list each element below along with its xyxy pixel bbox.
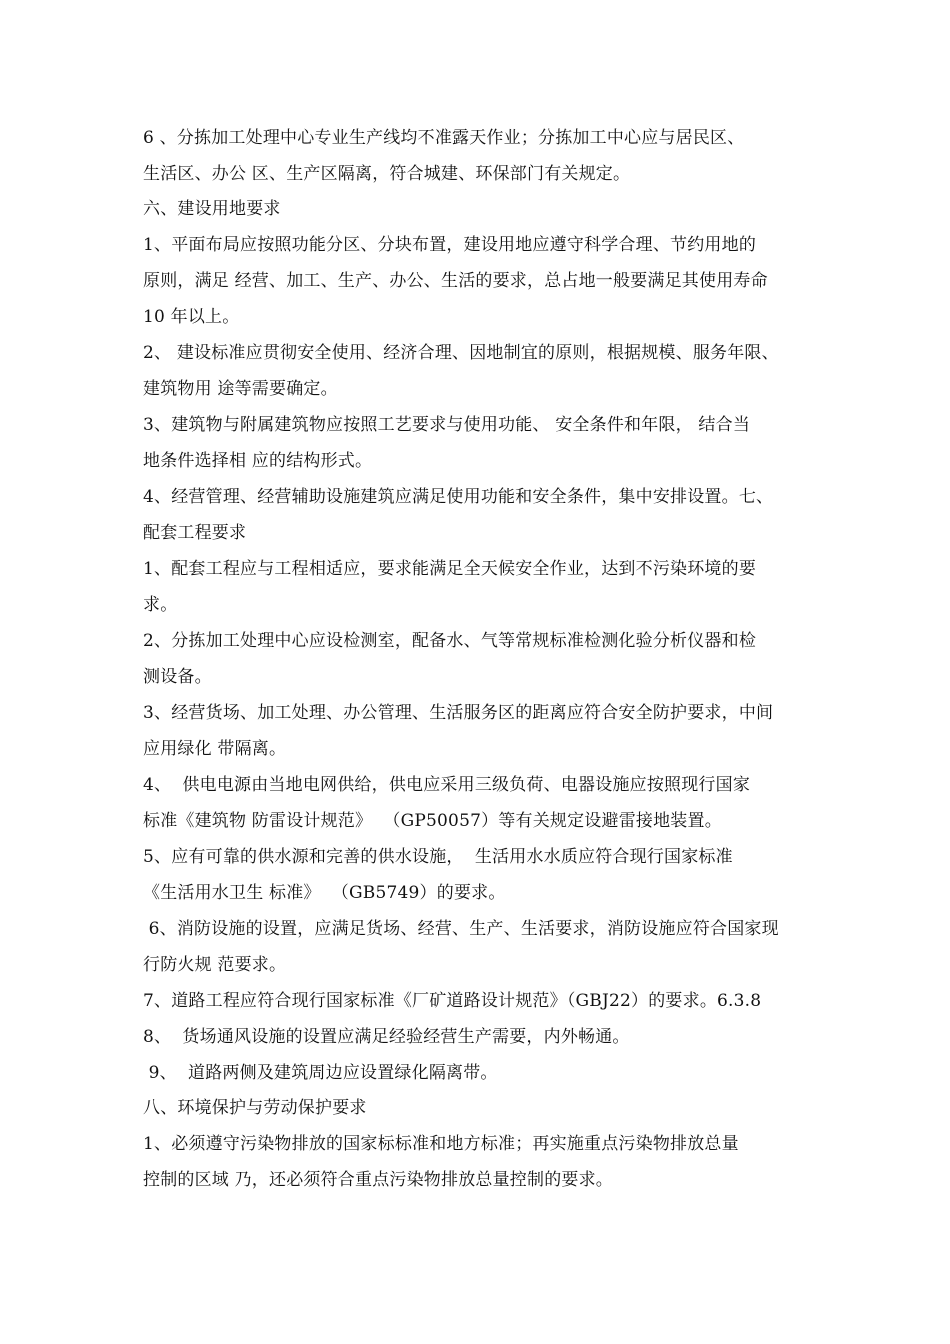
text-line: 建筑物用 途等需要确定。 xyxy=(143,379,338,399)
text-line: 测设备。 xyxy=(143,667,212,687)
text-line: 标准《建筑物 防雷设计规范》 （GP50057）等有关规定设避雷接地装置。 xyxy=(143,811,722,831)
text-line: 3、建筑物与附属建筑物应按照工艺要求与使用功能、 安全条件和年限， 结合当 xyxy=(143,415,751,435)
text-line: 8、 货场通风设施的设置应满足经验经营生产需要，内外畅通。 xyxy=(143,1027,630,1047)
text-line: 应用绿化 带隔离。 xyxy=(143,739,287,759)
text-line: 控制的区域 乃，还必须符合重点污染物排放总量控制的要求。 xyxy=(143,1170,614,1190)
text-line: 4、 供电电源由当地电网供给，供电应采用三级负荷、电器设施应按照现行国家 xyxy=(143,775,751,795)
text-line: 4、经营管理、经营辅助设施建筑应满足使用功能和安全条件，集中安排设置。七、 xyxy=(143,487,774,507)
text-line: 《生活用水卫生 标准》 （GB5749）的要求。 xyxy=(143,883,506,903)
text-line: 生活区、办公 区、生产区隔离，符合城建、环保部门有关规定。 xyxy=(143,164,631,184)
section-heading: 六、建设用地要求 xyxy=(143,199,281,219)
text-line: 原则，满足 经营、加工、生产、办公、生活的要求，总占地一般要满足其使用寿命 xyxy=(143,271,768,291)
text-line: 3、经营货场、加工处理、办公管理、生活服务区的距离应符合安全防护要求，中间 xyxy=(143,703,774,723)
text-line: 求。 xyxy=(143,595,178,615)
text-line: 6、消防设施的设置，应满足货场、经营、生产、生活要求，消防设施应符合国家现 xyxy=(143,919,779,939)
text-line: 7、道路工程应符合现行国家标准《厂矿道路设计规范》（GBJ22）的要求。6.3.8 xyxy=(143,991,762,1011)
text-line: 2、 建设标准应贯彻安全使用、经济合理、因地制宜的原则，根据规模、服务年限、 xyxy=(143,343,779,363)
text-line: 1、必须遵守污染物排放的国家标标准和地方标准；再实施重点污染物排放总量 xyxy=(143,1134,739,1154)
section-heading: 八、环境保护与劳动保护要求 xyxy=(143,1098,367,1118)
text-line: 10 年以上。 xyxy=(143,307,240,327)
text-line: 行防火规 范要求。 xyxy=(143,955,287,975)
text-line: 1、配套工程应与工程相适应，要求能满足全天候安全作业，达到不污染环境的要 xyxy=(143,559,757,579)
section-heading: 配套工程要求 xyxy=(143,523,247,543)
text-line: 地条件选择相 应的结构形式。 xyxy=(143,451,373,471)
text-line: 6 、分拣加工处理中心专业生产线均不准露天作业；分拣加工中心应与居民区、 xyxy=(143,128,745,148)
text-line: 9、 道路两侧及建筑周边应设置绿化隔离带。 xyxy=(143,1063,498,1083)
text-line: 1、平面布局应按照功能分区、分块布置，建设用地应遵守科学合理、节约用地的 xyxy=(143,235,757,255)
text-line: 2、分拣加工处理中心应设检测室，配备水、气等常规标准检测化验分析仪器和检 xyxy=(143,631,757,651)
text-line: 5、应有可靠的供水源和完善的供水设施， 生活用水水质应符合现行国家标准 xyxy=(143,847,733,867)
